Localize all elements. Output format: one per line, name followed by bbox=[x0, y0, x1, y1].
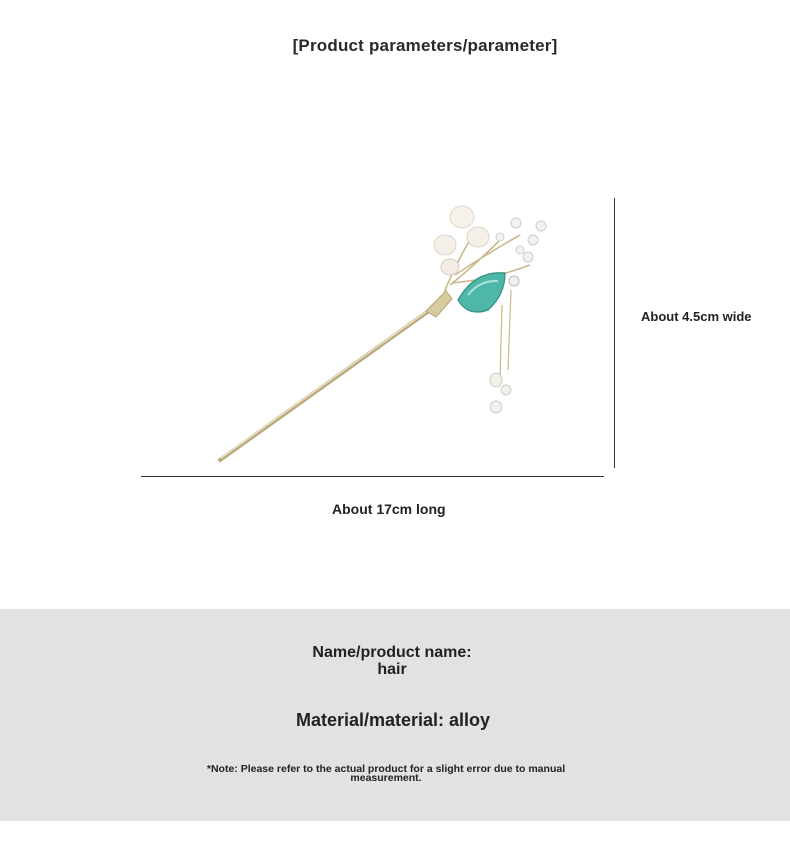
length-dimension-line bbox=[141, 476, 604, 477]
measurement-note: *Note: Please refer to the actual product for a slight error due to manual measurement. bbox=[206, 763, 566, 784]
page-title: [Product parameters/parameter] bbox=[292, 36, 558, 55]
product-material: Material/material: alloy bbox=[295, 710, 491, 730]
product-info-panel bbox=[0, 609, 790, 821]
width-dimension-line bbox=[614, 198, 615, 468]
product-name-label: Name/product name: bbox=[312, 644, 472, 661]
bottom-band bbox=[0, 821, 790, 847]
length-label: About 17cm long bbox=[332, 501, 446, 517]
hairpin-image bbox=[200, 195, 560, 470]
width-label: About 4.5cm wide bbox=[641, 309, 752, 324]
product-name-value: hair bbox=[377, 661, 407, 678]
product-name bbox=[0, 644, 784, 678]
